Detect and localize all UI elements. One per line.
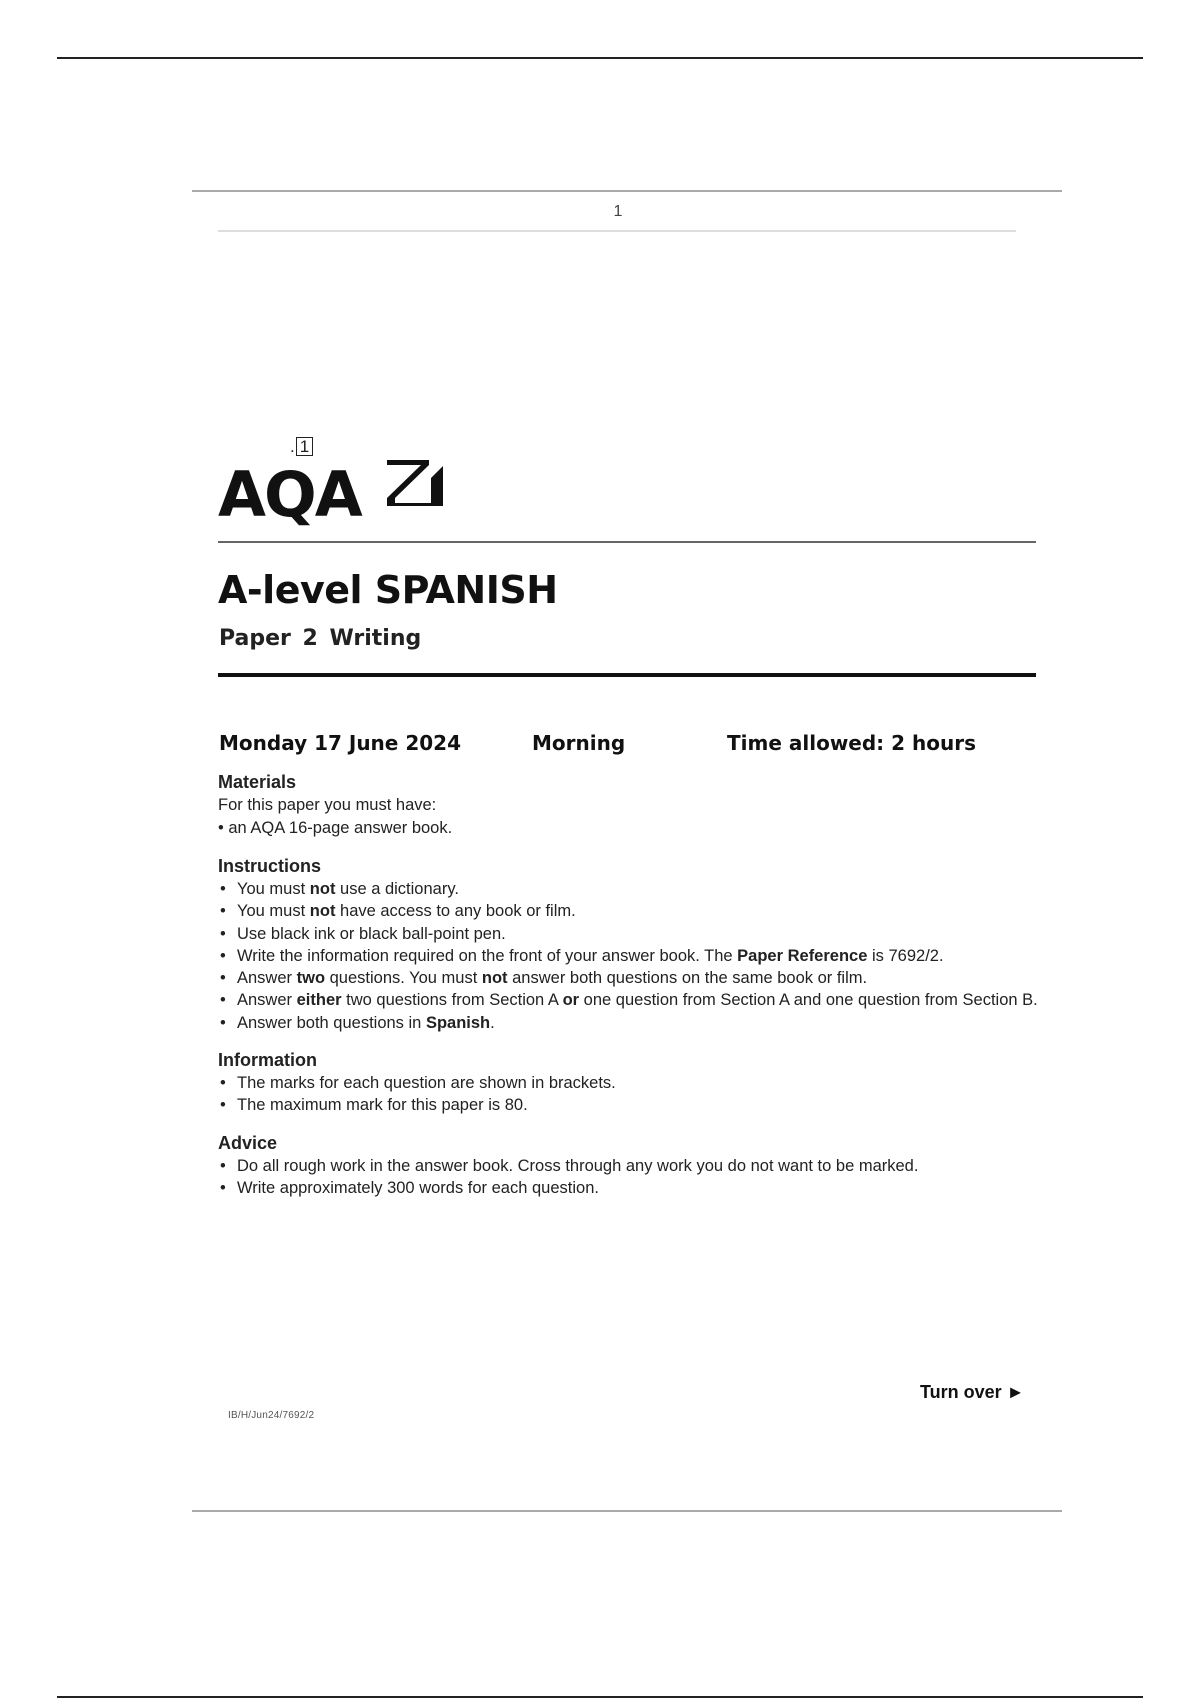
exam-session: Morning <box>532 731 626 755</box>
page-marker <box>290 437 313 457</box>
information-item: • The marks for each question are shown in brackets. <box>218 1072 1038 1094</box>
advice-list <box>218 1155 1038 1200</box>
instruction-item: • Use black ink or black ball-point pen. <box>218 923 1038 945</box>
exam-subtitle: Paper 2 Writing <box>219 626 422 651</box>
title-divider-rule <box>218 673 1036 677</box>
advice-heading: Advice <box>218 1132 278 1153</box>
instruction-item: • Write the information required on the front of your answer book. The Paper Reference is 7692/2. <box>218 945 1038 967</box>
advice-item: • Do all rough work in the answer book. Cross through any work you do not want to be marked. <box>218 1155 1038 1177</box>
materials-intro: For this paper you must have: <box>218 796 437 814</box>
turn-over-label: Turn over ► <box>920 1382 1025 1402</box>
information-section <box>218 1048 1038 1117</box>
page-marker-number: 1 <box>296 437 313 456</box>
instructions-list <box>218 878 1038 1034</box>
instruction-item: • Answer both questions in Spanish. <box>218 1012 1038 1034</box>
page-bottom-edge <box>192 1510 1062 1512</box>
instruction-item: • You must not use a dictionary. <box>218 878 1038 900</box>
page-number: 1 <box>613 203 623 220</box>
materials-section <box>218 770 1038 840</box>
information-list <box>218 1072 1038 1117</box>
top-border-rule <box>57 57 1143 59</box>
instruction-item: • Answer either two questions from Section A or one question from Section A and one question from Section B. <box>218 989 1038 1011</box>
rubric-content <box>218 770 1038 1199</box>
bottom-border-rule <box>57 1696 1143 1698</box>
information-item: • The maximum mark for this paper is 80. <box>218 1094 1038 1116</box>
instructions-heading: Instructions <box>218 856 322 876</box>
page-top-edge <box>192 190 1062 192</box>
aqa-logo-mark-icon <box>383 458 449 508</box>
materials-heading: Materials <box>218 772 297 792</box>
instruction-item: • Answer two questions. You must not answer both questions on the same book or film. <box>218 967 1038 989</box>
aqa-logo-text: AQA <box>218 458 361 531</box>
advice-section <box>218 1131 1038 1200</box>
exam-date: Monday 17 June 2024 <box>219 731 461 755</box>
paper-reference-code: IB/H/Jun24/7692/2 <box>228 1410 315 1421</box>
header-rule <box>218 230 1016 232</box>
materials-item: • an AQA 16-page answer book. <box>218 819 453 837</box>
page-marker-prefix: . <box>290 437 295 456</box>
instructions-section <box>218 854 1038 1034</box>
logo-divider-rule <box>218 541 1036 543</box>
instruction-item: • You must not have access to any book or film. <box>218 900 1038 922</box>
advice-item: • Write approximately 300 words for each question. <box>218 1177 1038 1199</box>
information-heading: Information <box>218 1050 317 1071</box>
time-allowed: Time allowed: 2 hours <box>727 731 976 755</box>
exam-title: A-level SPANISH <box>218 568 558 612</box>
